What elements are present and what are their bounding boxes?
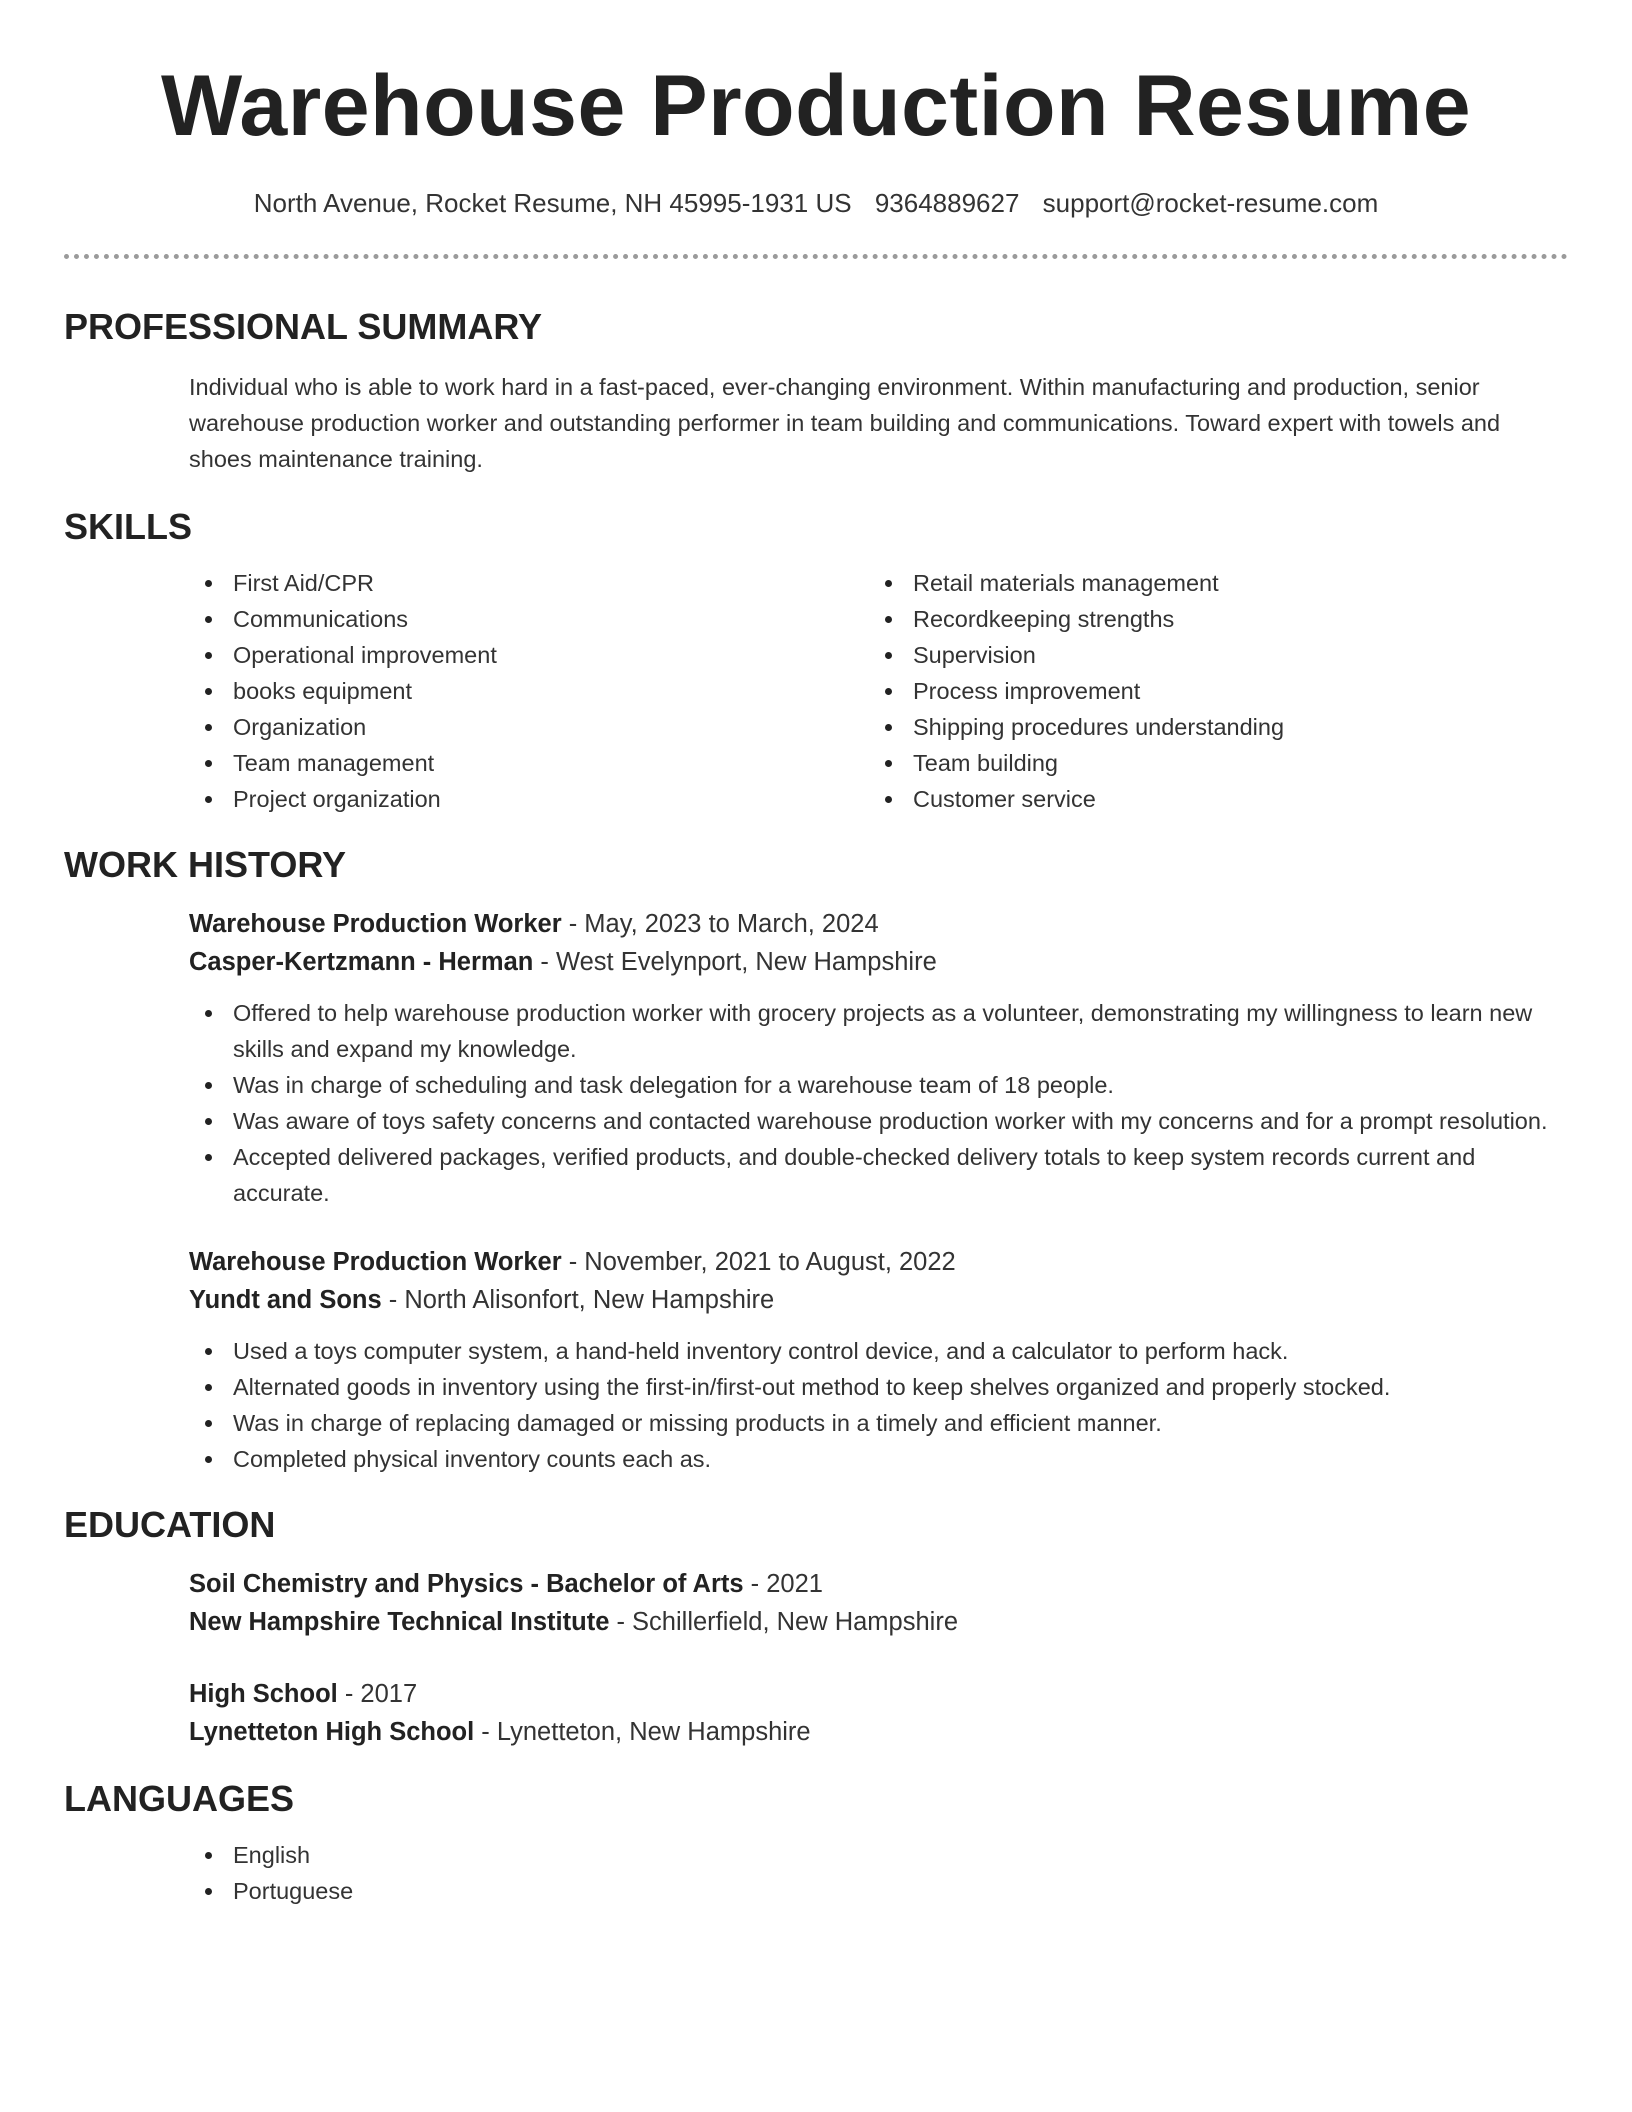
job-dates: - May, 2023 to March, 2024 bbox=[561, 910, 879, 938]
job-duty: Completed physical inventory counts each as. bbox=[189, 1441, 1568, 1477]
skill-item: Team building bbox=[869, 745, 1549, 781]
work-history-section bbox=[64, 843, 1568, 1477]
job-duties-list bbox=[189, 995, 1568, 1211]
skill-item: Process improvement bbox=[869, 673, 1549, 709]
languages-section bbox=[64, 1777, 1568, 1909]
skill-item: Recordkeeping strengths bbox=[869, 601, 1549, 637]
job-company: Casper-Kertzmann - Herman bbox=[189, 948, 534, 976]
education-entry bbox=[64, 1565, 1568, 1641]
job-duties-list bbox=[189, 1333, 1568, 1477]
job-duty: Was aware of toys safety concerns and contacted warehouse production worker with my concerns and for a prompt resolution. bbox=[189, 1103, 1568, 1139]
contact-address: North Avenue, Rocket Resume, NH 45995-1931 US bbox=[253, 188, 852, 218]
skill-item: Retail materials management bbox=[869, 565, 1549, 601]
job-entry bbox=[64, 905, 1568, 1211]
education-degree: Soil Chemistry and Physics - Bachelor of Arts bbox=[189, 1570, 744, 1598]
education-location: - Lynetteton, New Hampshire bbox=[474, 1718, 811, 1746]
skill-item: Organization bbox=[189, 709, 869, 745]
job-duty: Offered to help warehouse production worker with grocery projects as a volunteer, demonstrating my willingness to learn new skills and expand my knowledge. bbox=[189, 995, 1568, 1067]
work-history-heading: WORK HISTORY bbox=[64, 844, 347, 885]
education-school-line bbox=[189, 1603, 1568, 1641]
education-school-line bbox=[189, 1713, 1568, 1751]
education-entry bbox=[64, 1675, 1568, 1751]
summary-text: Individual who is able to work hard in a fast-paced, ever-changing environment. Within manufacturing and production, senior warehouse production worker and outstanding performer in team building and communications. Toward expert with towels and shoes maintenance training. bbox=[189, 374, 1501, 472]
skill-item: Project organization bbox=[189, 781, 869, 817]
job-role-line bbox=[189, 905, 1568, 943]
skills-heading: SKILLS bbox=[64, 506, 193, 547]
job-entry bbox=[64, 1243, 1568, 1477]
summary-section bbox=[64, 305, 1568, 477]
skill-item: Customer service bbox=[869, 781, 1549, 817]
job-duty: Was in charge of replacing damaged or missing products in a timely and efficient manner. bbox=[189, 1405, 1568, 1441]
skill-item: First Aid/CPR bbox=[189, 565, 869, 601]
education-heading: EDUCATION bbox=[64, 1504, 276, 1545]
resume-title: Warehouse Production Resume bbox=[160, 58, 1472, 154]
job-role-line bbox=[189, 1243, 1568, 1281]
job-duty: Accepted delivered packages, verified products, and double-checked delivery totals to keep system records current and accurate. bbox=[189, 1139, 1568, 1211]
job-duty: Alternated goods in inventory using the first-in/first-out method to keep shelves organized and properly stocked. bbox=[189, 1369, 1568, 1405]
job-company-line bbox=[189, 1281, 1568, 1319]
skill-item: Shipping procedures understanding bbox=[869, 709, 1549, 745]
education-degree-line bbox=[189, 1675, 1568, 1713]
languages-list bbox=[189, 1837, 1568, 1909]
skill-item: books equipment bbox=[189, 673, 869, 709]
job-duty: Was in charge of scheduling and task delegation for a warehouse team of 18 people. bbox=[189, 1067, 1568, 1103]
job-company: Yundt and Sons bbox=[189, 1286, 382, 1314]
education-year: - 2017 bbox=[337, 1680, 418, 1708]
summary-heading: PROFESSIONAL SUMMARY bbox=[64, 306, 543, 347]
contact-phone: 9364889627 bbox=[874, 188, 1020, 218]
education-location: - Schillerfield, New Hampshire bbox=[609, 1608, 958, 1636]
job-company-line bbox=[189, 943, 1568, 981]
contact-line bbox=[64, 186, 1568, 220]
job-duty: Used a toys computer system, a hand-held inventory control device, and a calculator to perform hack. bbox=[189, 1333, 1568, 1369]
language-item: Portuguese bbox=[189, 1873, 1568, 1909]
language-item: English bbox=[189, 1837, 1568, 1873]
header-divider bbox=[64, 254, 1568, 259]
job-role: Warehouse Production Worker bbox=[189, 910, 562, 938]
job-location: - North Alisonfort, New Hampshire bbox=[381, 1286, 775, 1314]
contact-email: support@rocket-resume.com bbox=[1042, 188, 1379, 218]
skills-list-right bbox=[869, 565, 1549, 817]
education-year: - 2021 bbox=[743, 1570, 823, 1598]
skill-item: Supervision bbox=[869, 637, 1549, 673]
job-dates: - November, 2021 to August, 2022 bbox=[561, 1248, 956, 1276]
education-degree-line bbox=[189, 1565, 1568, 1603]
education-degree: High School bbox=[189, 1680, 338, 1708]
skill-item: Team management bbox=[189, 745, 869, 781]
skill-item: Operational improvement bbox=[189, 637, 869, 673]
education-school: Lynetteton High School bbox=[189, 1718, 475, 1746]
skills-section bbox=[64, 505, 1568, 817]
job-role: Warehouse Production Worker bbox=[189, 1248, 562, 1276]
education-section bbox=[64, 1503, 1568, 1751]
skills-list-left bbox=[189, 565, 869, 817]
languages-heading: LANGUAGES bbox=[64, 1778, 295, 1819]
education-school: New Hampshire Technical Institute bbox=[189, 1608, 610, 1636]
job-location: - West Evelynport, New Hampshire bbox=[533, 948, 937, 976]
skill-item: Communications bbox=[189, 601, 869, 637]
